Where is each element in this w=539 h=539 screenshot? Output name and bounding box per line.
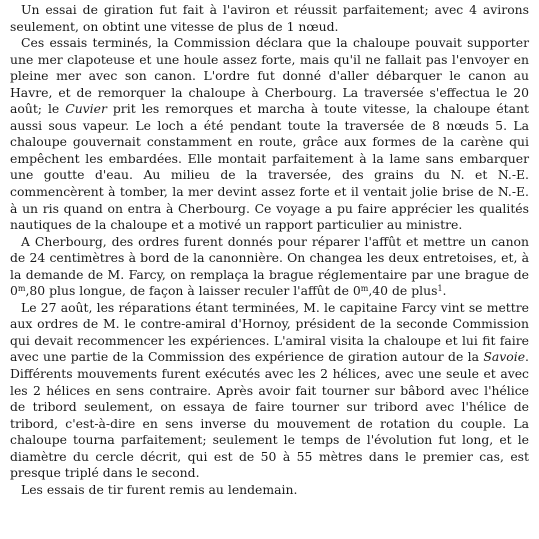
unit-superscript: m — [17, 284, 26, 294]
text-segment: . — [442, 283, 447, 299]
text-segment: prit les remorques et marcha à toute vitesse, la chaloupe étant aussi sous vapeur. Le loch a été pendant toute la traversée de 8 nœuds 5. La chaloupe gouvernait constamment en route, grâce aux formes de la carène qui empêchent les embardées. Elle montait parfaitement à la lame sans embarquer une goutte d'eau. Au milieu de la traversée, des grains du N. et N.-E. commencèrent à tomber, la mer devint assez forte et il ventait jolie brise de N.-E. à un ris quand on entra à Cherbourg. Ce voyage a pu faire apprécier les qualités nautiques de la chaloupe et a motivé un rapport particulier au ministre. — [10, 101, 530, 233]
paragraph-second-commission — [10, 300, 529, 482]
document-page — [10, 2, 529, 498]
text-segment: Ces essais terminés, la Commission déclara que la chaloupe pouvait supporter une mer clapoteuse et une houle assez forte, mais qu'il ne fallait pas l'envoyer en pleine mer avec son canon. L'ordre fut donné d'aller débarquer le canon au Havre, et de remorquer la chaloupe à Cherbourg. La traversée s'effectua le 20 août; le — [10, 35, 529, 117]
ship-name-savoie: Savoie — [483, 349, 526, 365]
paragraph-rowing-trial: Un essai de giration fut fait à l'aviron et réussit parfaitement; avec 4 avirons seulement, on obtint une vitesse de plus de 1 nœud. — [10, 2, 529, 34]
text-segment: A Cherbourg, des ordres furent donnés pour réparer l'affût et mettre un canon de 24 centimètres à bord de la canonnière. On changea les deux entretoises, et, à la demande de M. Farcy, on remplaça la brague réglementaire par une brague de 0 — [10, 233, 529, 299]
paragraph-cherbourg-repairs — [10, 234, 529, 300]
text-segment: ,80 plus longue, de façon à laisser reculer l'affût de 0 — [25, 283, 361, 299]
text-segment: Le 27 août, les réparations étant terminées, M. le capitaine Farcy vint se mettre aux ordres de M. le contre-amiral d'Hornoy, président de la seconde Commission qui devait recommencer les expériences. L'amiral visita la chaloupe et lui fit faire avec une partie de la Commission des expérience de giration autour de la — [10, 299, 529, 365]
ship-name-cuvier: Cuvier — [65, 101, 107, 117]
paragraph-firing-trials: Les essais de tir furent remis au lendemain. — [21, 481, 298, 497]
paragraph-seaworthiness — [10, 35, 529, 234]
unit-superscript: m — [360, 284, 369, 294]
text-segment: ,40 de plus — [368, 283, 438, 299]
text-segment: . Différents mouvements furent exécutés avec les 2 hélices, avec une seule et avec les 2 hélices en sens contraire. Après avoir fait tourner sur bâbord avec l'hélice de tribord seulement, on essaya de faire tourner sur tribord avec l'hélice de tribord, c'est-à-dire en sens inverse du mouvement de rotation du couple. La chaloupe tourna parfaitement; seulement le temps de l'évolution fut long, et le diamètre du cercle décrit, qui est de 50 à 55 mètres dans le premier cas, est presque triplé dans le second. — [10, 349, 529, 481]
footnote-marker: 1 — [437, 284, 443, 294]
